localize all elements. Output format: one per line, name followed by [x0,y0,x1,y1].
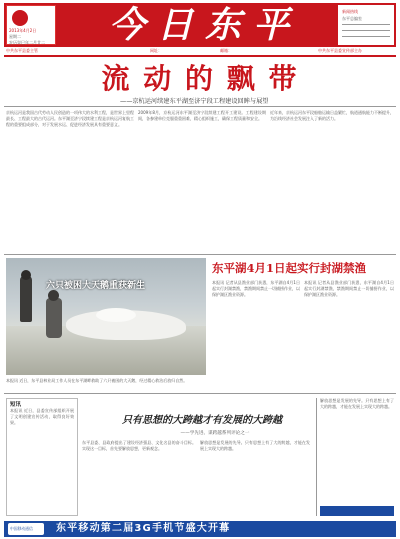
lead-body-col-1: 京杭运河是我国古代劳动人民创造的一项伟大的水利工程，是世界上里程最长、工程最大的古代运河。东平湖至济宁段续建工程是京杭运河复航工程的重要组成部分，对于发展水运、促进经济发展具有重要意义。 [6,110,134,128]
brief-body: 本报讯 近日，县委宣传部组织开展了文明创建宣传活动，取得良好效果。 [10,408,74,426]
lead-rule [4,106,396,107]
fishing-ban-headline: 东平湖4月1日起实行封湖禁渔 [212,261,367,275]
issue-date: 2013年4月2日 [9,28,37,33]
opinion-body-col-2: 解放思想是发展的先导。只有思想上有了大的跨越，才能在发展上实现大的跨越。 [200,440,310,452]
opinion-headline: 只有思想的大跨越才有发展的大跨越 [122,415,282,426]
fishing-ban-body-col-2: 本报讯 记者从县渔业部门获悉，东平湖自4月1日起实行封湖禁渔，禁渔期间禁止一切捕捞作业，以保护湖区渔业资源。 [304,280,394,298]
opinion-subhead: ——学先进、谋跨越系列评论之一 [180,431,250,436]
topline-right: 中共东平县委宣传部主办 [318,48,362,53]
lead-bottom-rule [4,254,396,255]
swan-rescue-title: 六只被困大天鹅重获新生 [46,281,146,291]
topline-website: 网址： [150,48,162,53]
opinion-body-col-1: 东平县委、县政府提出了建设经济强县、文化名县的奋斗目标。实现这一目标，首先要解放思想，更新观念。 [82,440,196,452]
top-rule [4,55,396,57]
lead-subhead: ——京杭运河续建东平湖至济宁段工程建设回眸与展望 [120,98,269,105]
topline-left: 中共东平县委主管 [6,48,38,53]
swan-rescue-caption: 本报讯 近日，东平县林业局工作人员在东平湖畔救助了六只被困的大天鹅，经过精心救治后放归自然。 [6,378,188,383]
newspaper-logo [12,10,28,26]
mid-rule [4,393,396,394]
lead-body-col-2: 2009年8月，京杭运河东平湖至济宁段续建工程开工建设。工程建设期间，各参建单位克服重重困难，精心组织施工，确保工程质量和安全。 [138,110,266,122]
hotline-number-label: 东平总编室 [342,16,362,21]
hotline-line [342,36,390,37]
column-divider [316,398,317,516]
lead-headline: 流 动 的 飘 带 [101,62,299,95]
lead-body-col-3: 近年来，京杭运河东平段船舶运输日益繁忙，航道通航能力不断提升，为沿线经济社会发展注入了新的活力。 [270,110,394,122]
mini-ad-strip [320,506,394,516]
china-mobile-logo-text: 中国移动通信 [10,526,33,531]
opinion-body-col-3: 解放思想是发展的先导。只有思想上有了大的跨越，才能在发展上实现大的跨越。 [320,398,394,410]
hotline-line [342,30,390,31]
swan-rescue-photo [6,258,206,375]
fishing-ban-body-col-1: 本报讯 记者从县渔业部门获悉，东平湖自4月1日起实行封湖禁渔，禁渔期间禁止一切捕捞作业，以保护湖区渔业资源。 [212,280,300,298]
brief-title: 短讯 [10,402,22,408]
hotline-label: 新闻热线 [342,9,358,14]
ad-slogan: 东平移动第二届3G手机节盛大开幕 [56,523,231,534]
masthead-title: 今日东平 [108,4,301,46]
issue-lunar: 农历癸巳年二月廿二 [9,40,45,45]
issue-weekday: 星期二 [9,34,21,39]
hotline-line [342,24,390,25]
topline-email: 邮箱： [220,48,232,53]
